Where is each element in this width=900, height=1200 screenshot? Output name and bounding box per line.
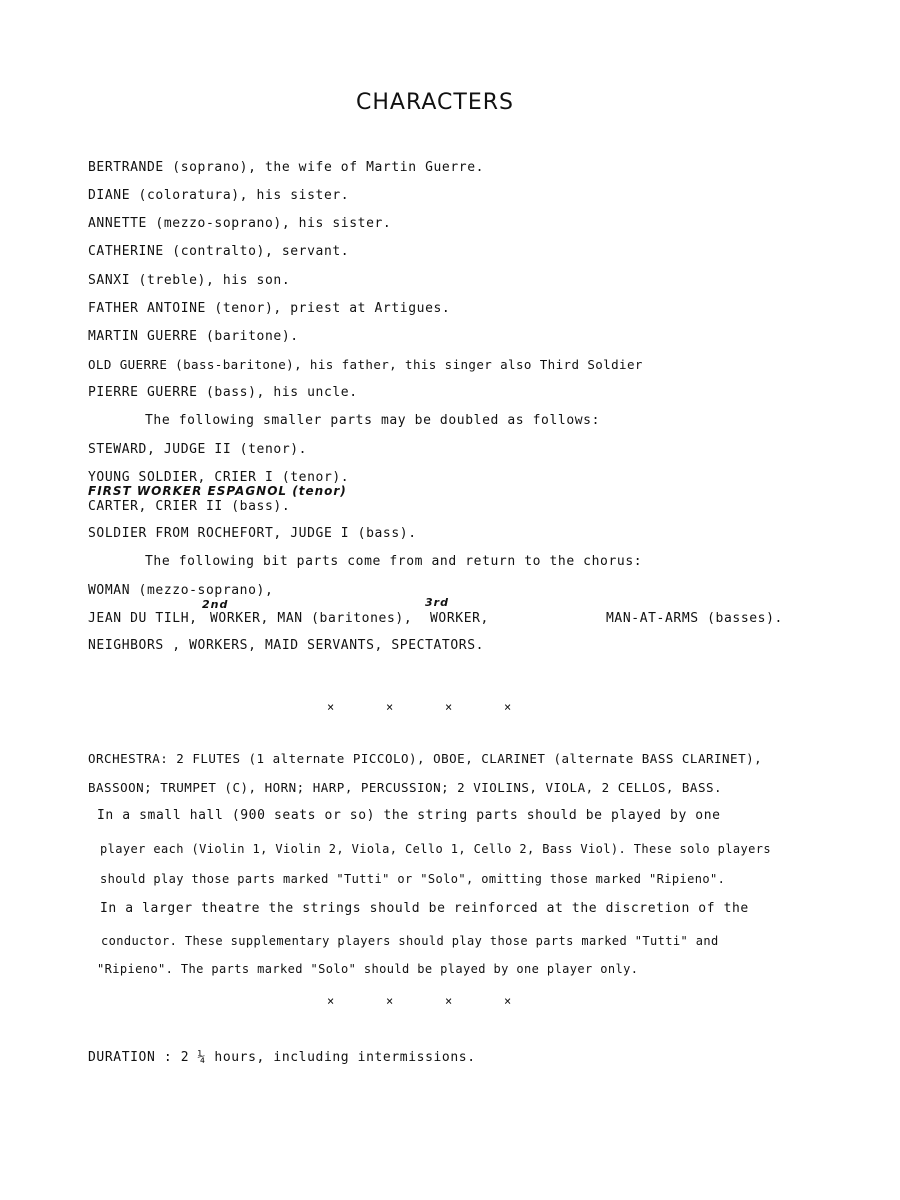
- separator-mark: ×: [327, 700, 335, 714]
- bit-parts-intro: The following bit parts come from and return to the chorus:: [145, 554, 643, 569]
- cast-line: SOLDIER FROM ROCHEFORT, JUDGE I (bass).: [88, 526, 417, 541]
- separator-mark: ×: [386, 994, 394, 1008]
- cast-line: FATHER ANTOINE (tenor), priest at Artigues.: [88, 301, 451, 316]
- handwritten-annotation: 2nd: [202, 598, 229, 611]
- cast-line: JEAN DU TILH,: [88, 611, 198, 626]
- cast-line: PIERRE GUERRE (bass), his uncle.: [88, 385, 358, 400]
- cast-line: WORKER, MAN (baritones),: [210, 611, 413, 626]
- note-line: should play those parts marked "Tutti" or "Solo", omitting those marked "Ripieno".: [100, 872, 726, 886]
- cast-line: DIANE (coloratura), his sister.: [88, 188, 350, 203]
- page-title: CHARACTERS: [356, 90, 514, 115]
- cast-line: ANNETTE (mezzo-soprano), his sister.: [88, 216, 392, 231]
- cast-line: MARTIN GUERRE (baritone).: [88, 329, 299, 344]
- note-line: conductor. These supplementary players should play those parts marked "Tutti" and: [101, 934, 719, 948]
- handwritten-annotation: FIRST WORKER ESPAGNOL (tenor): [88, 484, 347, 498]
- separator-mark: ×: [445, 994, 453, 1008]
- cast-line: OLD GUERRE (bass-baritone), his father, this singer also Third Soldier: [88, 357, 643, 372]
- note-line: player each (Violin 1, Violin 2, Viola, Cello 1, Cello 2, Bass Viol). These solo players: [100, 842, 771, 856]
- cast-line: STEWARD, JUDGE II (tenor).: [88, 442, 308, 457]
- separator-mark: ×: [386, 700, 394, 714]
- separator: [327, 994, 563, 1008]
- handwritten-annotation: 3rd: [425, 596, 449, 609]
- cast-line: SANXI (treble), his son.: [88, 273, 291, 288]
- separator-mark: ×: [504, 994, 512, 1008]
- note-line: In a small hall (900 seats or so) the string parts should be played by one: [97, 808, 721, 823]
- cast-line: CATHERINE (contralto), servant.: [88, 244, 350, 259]
- cast-line: CARTER, CRIER II (bass).: [88, 499, 291, 514]
- cast-line: BERTRANDE (soprano), the wife of Martin Guerre.: [88, 160, 485, 175]
- separator-mark: ×: [327, 994, 335, 1008]
- cast-line: WOMAN (mezzo-soprano),: [88, 583, 274, 598]
- note-line: "Ripieno". The parts marked "Solo" should be played by one player only.: [97, 962, 639, 976]
- duration: DURATION : 2 ¼ hours, including intermissions.: [88, 1050, 476, 1065]
- orchestra-line: BASSOON; TRUMPET (C), HORN; HARP, PERCUSSION; 2 VIOLINS, VIOLA, 2 CELLOS, BASS.: [88, 780, 723, 795]
- cast-line: MAN-AT-ARMS (basses).: [606, 611, 783, 626]
- orchestra-line: ORCHESTRA: 2 FLUTES (1 alternate PICCOLO), OBOE, CLARINET (alternate BASS CLARINET),: [88, 751, 763, 766]
- separator-mark: ×: [445, 700, 453, 714]
- cast-line: WORKER,: [430, 611, 489, 626]
- separator-mark: ×: [504, 700, 512, 714]
- separator: [327, 700, 563, 714]
- smaller-parts-intro: The following smaller parts may be doubled as follows:: [145, 413, 601, 428]
- cast-line: YOUNG SOLDIER, CRIER I (tenor).: [88, 470, 350, 485]
- cast-line: NEIGHBORS , WORKERS, MAID SERVANTS, SPECTATORS.: [88, 638, 485, 653]
- note-line: In a larger theatre the strings should be reinforced at the discretion of the: [100, 901, 749, 916]
